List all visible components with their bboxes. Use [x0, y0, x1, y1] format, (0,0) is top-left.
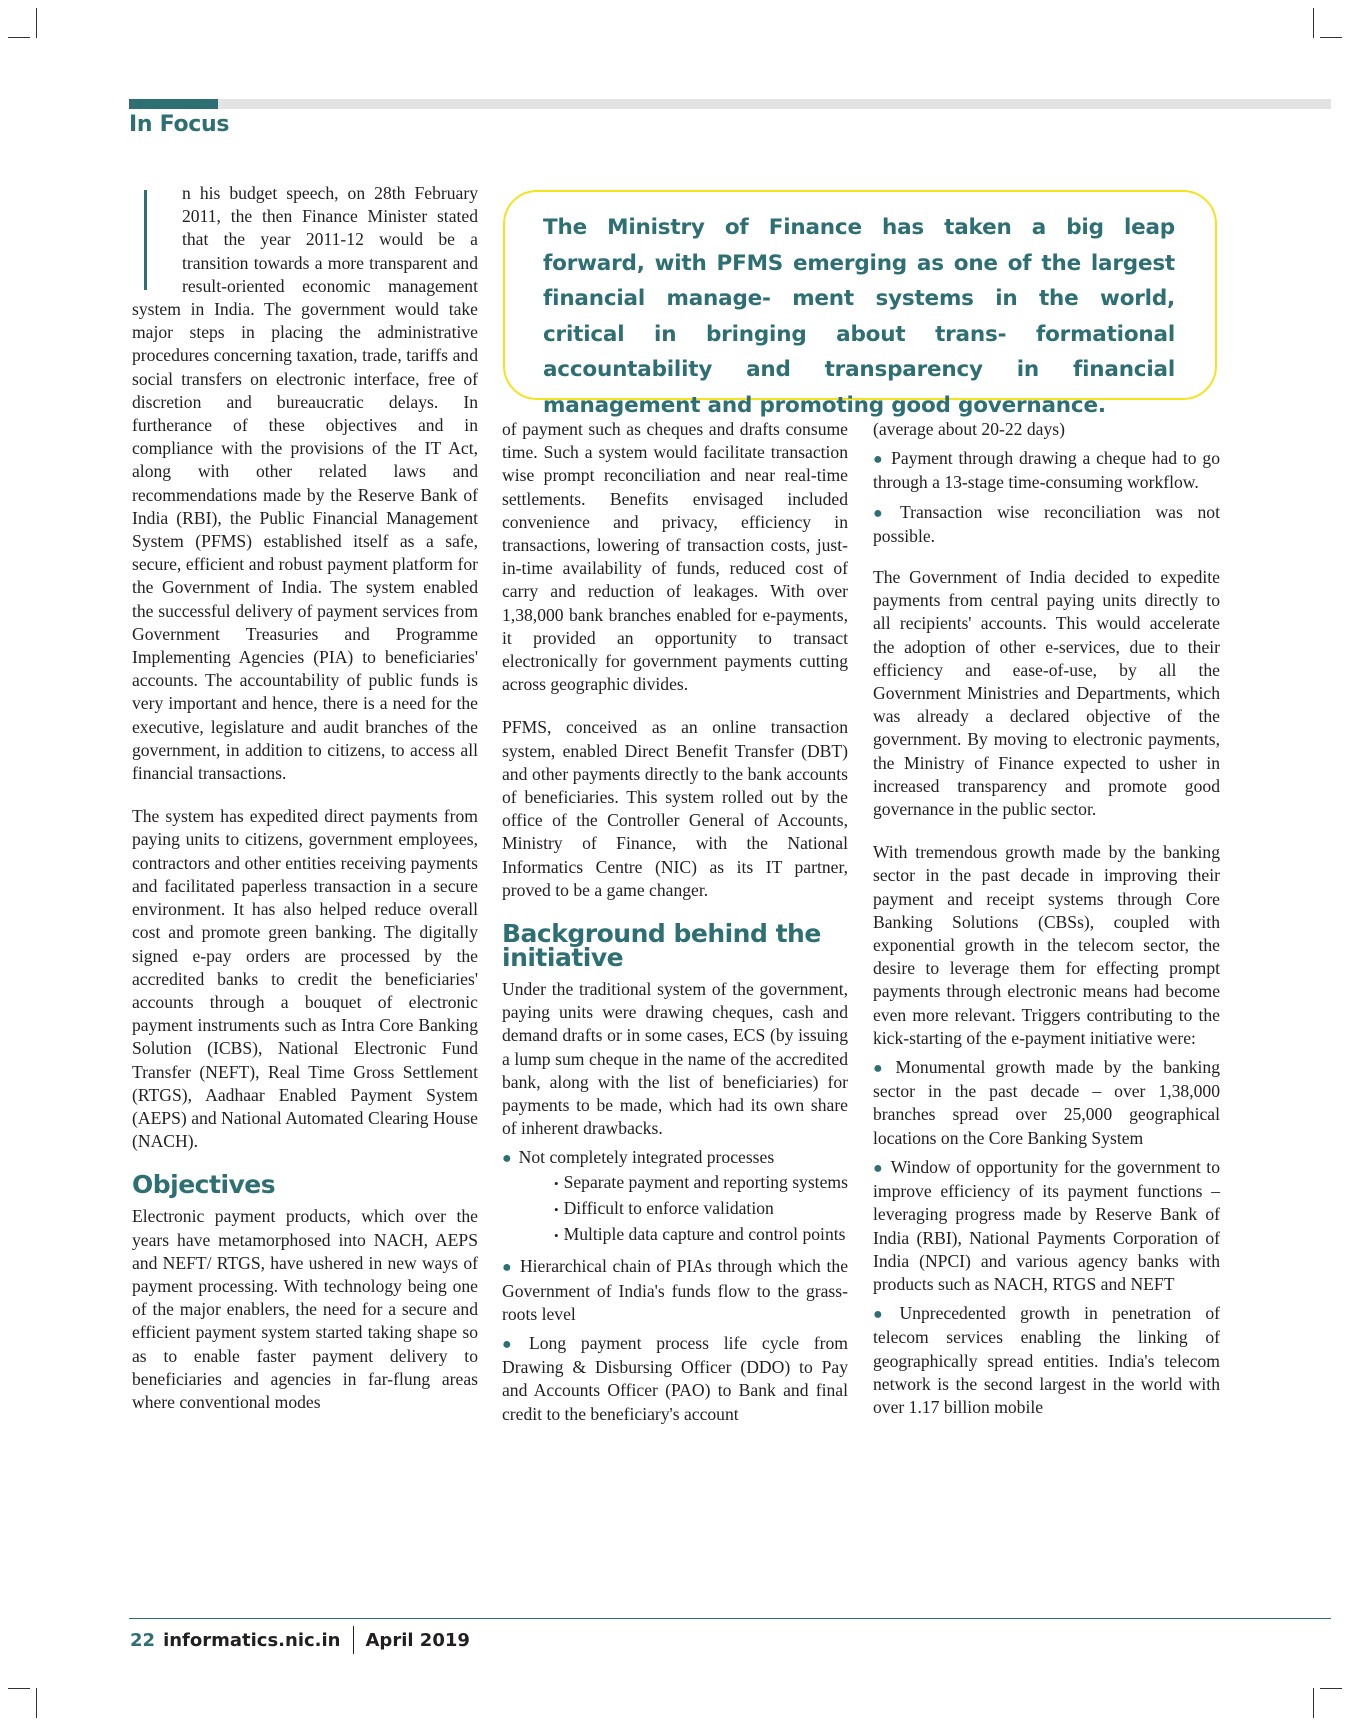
list-item-text: Payment through drawing a cheque had to go through a 13-stage time-consuming workflow. [873, 448, 1220, 493]
list-item [873, 447, 1220, 494]
list-item [502, 1332, 848, 1426]
crop-mark [8, 1688, 30, 1689]
body-paragraph: Electronic payment products, which over the years have metamorphosed into NACH, AEPS and NEFT/ RTGS, have ushered in new ways of payment processing. With technology being one of the major enablers, the need for a secure and efficient payment system started taking shape so as to enable faster payment delivery to beneficiaries and agencies in far-flung areas where conventional modes [132, 1206, 478, 1412]
footer [130, 1625, 470, 1655]
drawbacks-list [502, 1146, 848, 1425]
drop-cap-glyph [144, 190, 147, 290]
body-paragraph: Under the traditional system of the government, paying units were drawing cheques, cash and demand drafts or in some cases, ECS (by issuing a lump sum cheque in the name of the accredited bank, along with the list of beneficiaries) for payments to be made, which had its own share of inherent drawbacks. [502, 979, 848, 1139]
bullet-icon: ● [873, 1159, 884, 1177]
body-paragraph: The system has expedited direct payments from paying units to citizens, government employees, contractors and other entities receiving payments and facilitated paperless transaction in a secure environment. It has also helped reduce overall cost and promote green banking. The digitally signed e-pay orders are processed by the accredited banks to credit the beneficiaries' accounts through a bouquet of electronic payment instruments such as Intra Core Banking Solution (ICBS), National Electronic Fund Transfer (NEFT), Real Time Gross Settlement (RTGS), Aadhaar Enabled Payment System (AEPS) and National Automated Clearing House (NACH). [132, 806, 478, 1152]
crop-mark [36, 1688, 37, 1718]
bullet-icon: ● [873, 451, 885, 469]
list-item [502, 1146, 848, 1247]
column-3 [873, 418, 1220, 1427]
body-paragraph: PFMS, conceived as an online transaction system, enabled Direct Benefit Transfer (DBT) and other payments directly to the bank accounts of beneficiaries. This system rolled out by the office of the Controller General of Accounts, Ministry of Finance, with the National Informatics Centre (NIC) as its IT partner, proved to be a game changer. [502, 717, 848, 900]
list-item [873, 1156, 1220, 1296]
pull-quote-text: The Ministry of Finance has taken a big leap forward, with PFMS emerging as one of the largest financial manage- ment systems in the world, critical in bringing about trans- formational accountability and transparency in financial management and promoting good governance. [543, 215, 1175, 418]
header-rule [129, 99, 1331, 109]
sub-list-item [554, 1171, 848, 1195]
footer-date: April 2019 [365, 1629, 470, 1651]
crop-mark [1320, 37, 1342, 38]
list-item-text: Monumental growth made by the banking sector in the past decade – over 1,38,000 branches spread over 25,000 geographical locations on the Core Banking System [873, 1057, 1220, 1148]
list-item [873, 1302, 1220, 1419]
crop-mark [1320, 1688, 1342, 1689]
column-1 [132, 182, 478, 1434]
list-item-text: Unprecedented growth in penetration of telecom services enabling the linking of geographically spread entities. India's telecom network is the second largest in the world with over 1.17 billion mobile [873, 1303, 1220, 1417]
intro-paragraph: n his budget speech, on 28th February 2011, the then Finance Minister stated that the year 2011-12 would be a transition towards a more transparent and result-oriented economic management system in India. The government would take major steps in placing the administrative procedures concerning taxation, trade, tariffs and social transfers on electronic interface, free of discretion and bureaucratic delays. In furtherance of these objectives and in compliance with the provisions of the IT Act, along with other related laws and recommendations made by the Reserve Bank of India (RBI), the Public Financial Management System (PFMS) established itself as a safe, secure, efficient and robust payment platform for the Government of India. The system enabled the successful delivery of payment services from Government Treasuries and Programme Implementing Agencies (PIA) to beneficiaries' accounts. The accountability of public funds is very important and hence, there is a need for the executive, legislature and audit branches of the government, in addition to citizens, to access all financial transactions. [132, 183, 478, 784]
bullet-icon: ● [502, 1150, 512, 1168]
body-paragraph: of payment such as cheques and drafts consume time. Such a system would facilitate transaction wise prompt reconciliation and near real-time settlements. Benefits envisaged included convenience and privacy, efficiency in transactions, lowering of transaction costs, just-in-time availability of funds, reduced cost of carry and reduction of leakages. With over 1,38,000 bank branches enabled for e-payments, it provided an opportunity to transact electronically for government payments cutting across geographic divides. [502, 419, 848, 695]
list-item-text: Separate payment and reporting systems [563, 1171, 848, 1192]
list-item-text: Multiple data capture and control points [563, 1224, 846, 1245]
intro-paragraph-wrap [132, 182, 478, 785]
list-item-text: Difficult to enforce validation [563, 1197, 774, 1218]
footer-divider [353, 1626, 354, 1654]
objectives-heading: Objectives [132, 1170, 276, 1200]
footer-rule [129, 1618, 1331, 1619]
bullet-icon: ● [502, 1335, 523, 1353]
bullet-icon: • [554, 1228, 559, 1244]
bullet-icon: • [554, 1175, 559, 1191]
list-item-text: Long payment process life cycle from Drawing & Disbursing Officer (DDO) to Pay and Accounts Officer (PAO) to Bank and final credit to the beneficiary's account [502, 1332, 848, 1424]
sub-list-item [554, 1223, 848, 1247]
sub-list [528, 1171, 848, 1248]
column-2 [502, 418, 848, 1434]
list-item [873, 501, 1220, 548]
list-item [502, 1255, 848, 1326]
body-paragraph: (average about 20-22 days) [873, 419, 1065, 439]
footer-site: informatics.nic.in [163, 1629, 341, 1651]
background-heading: Background behind the initiative [502, 919, 821, 973]
crop-mark [36, 8, 37, 38]
bullet-icon: ● [502, 1259, 513, 1277]
crop-mark [8, 37, 30, 38]
drop-cap [132, 186, 172, 298]
body-paragraph: The Government of India decided to expedite payments from central paying units directly to all recipients' accounts. This would accelerate the adoption of other e-services, due to their efficiency and ease-of-use, by all the Government Ministries and Departments, which was already a declared objective of the government. By moving to electronic payments, the Ministry of Finance expected to usher in increased transparency and promote good governance in the public sector. [873, 567, 1220, 820]
list-item-text: Window of opportunity for the government to improve efficiency of its payment functions – leveraging progress made by Reserve Bank of India (RBI), National Payments Corporation of India (NPCI) and various agency banks with products such as NACH, RTGS and NEFT [873, 1156, 1220, 1294]
list-item [873, 1056, 1220, 1150]
list-item-text: Transaction wise reconciliation was not possible. [873, 501, 1220, 546]
list-item-text: Not completely integrated processes [518, 1147, 775, 1168]
page-number: 22 [130, 1629, 156, 1651]
header-accent [129, 99, 218, 109]
crop-mark [1313, 1688, 1314, 1718]
crop-mark [1313, 8, 1314, 38]
bullet-icon: ● [873, 504, 893, 522]
bullet-icon: • [554, 1201, 559, 1217]
bullet-icon: ● [873, 1060, 889, 1078]
drawbacks-list-continued [873, 447, 1220, 548]
sub-list-item [554, 1197, 848, 1221]
body-paragraph: With tremendous growth made by the banking sector in the past decade in improving their payment and receipt systems through Core Banking Solutions (CBSs), coupled with exponential growth in the telecom sector, the desire to leverage them for effecting prompt payments through electronic means had become even more relevant. Triggers contributing to the kick-starting of the e-payment initiative were: [873, 842, 1220, 1048]
section-label: In Focus [129, 112, 230, 137]
bullet-icon: ● [873, 1306, 893, 1324]
pull-quote-box [503, 190, 1217, 418]
triggers-list [873, 1056, 1220, 1419]
list-item-text: Hierarchical chain of PIAs through which the Government of India's funds flow to the grass-roots level [502, 1256, 848, 1324]
